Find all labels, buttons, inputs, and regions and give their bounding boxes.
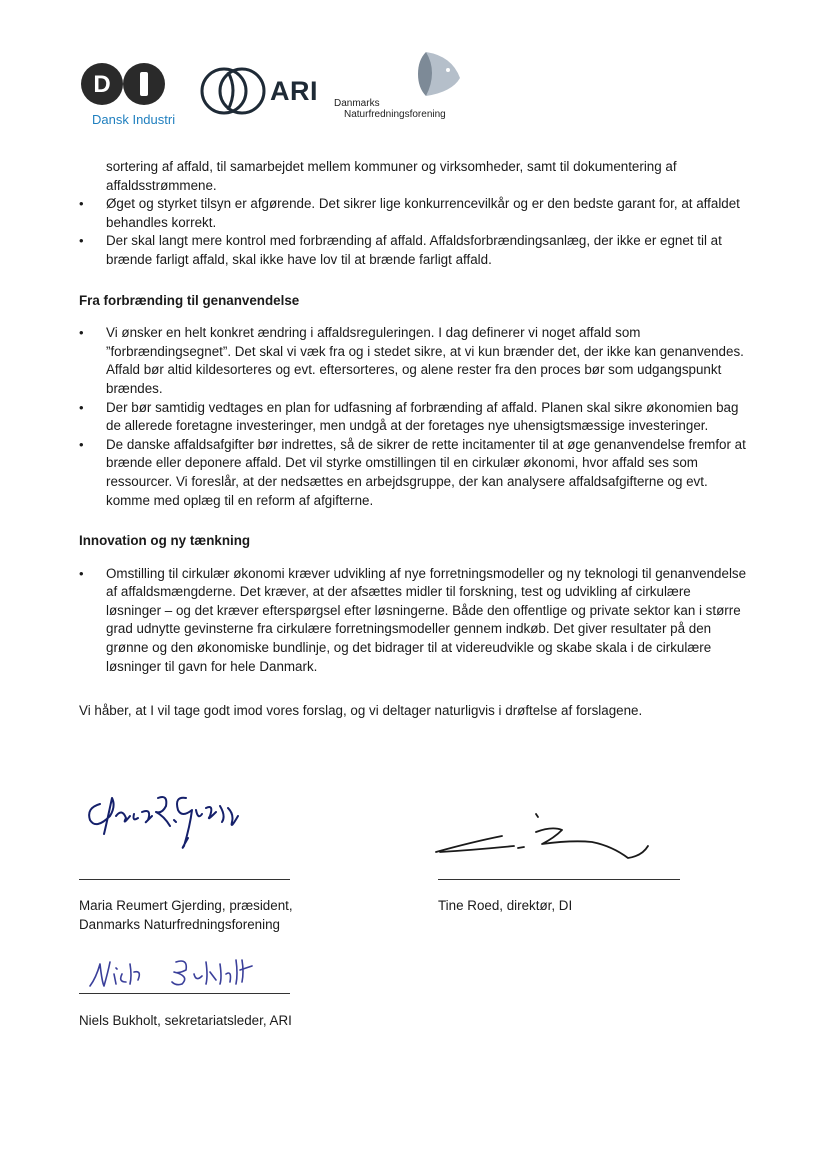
bullet-text: Øget og styrket tilsyn er afgørende. Det sikrer lige konkurrencevilkår og er den bedste garant for, at affaldet behandles korrekt. bbox=[106, 196, 740, 230]
list-item bbox=[79, 436, 747, 510]
tine-name-title: Tine Roed, direktør, DI bbox=[438, 898, 573, 913]
maria-signature-image bbox=[82, 786, 242, 852]
dansk-industri-logo bbox=[78, 62, 198, 132]
bullet-text: Der bør samtidig vedtages en plan for udfasning af forbrænding af affald. Planen skal sikre økonomien bag de allerede foretagne investeringer, men undgå at der foretages nye uhensigtsmæssige investeringer. bbox=[106, 399, 739, 434]
dn-name-line2: Naturfredningsforening bbox=[344, 109, 446, 120]
bullet-icon: • bbox=[79, 196, 84, 212]
section2-bullet-list bbox=[79, 565, 747, 677]
danmarks-naturfredningsforening-logo bbox=[334, 48, 474, 122]
section1-bullet-list bbox=[79, 324, 747, 510]
bullet-icon: • bbox=[79, 565, 84, 581]
list-item bbox=[79, 399, 747, 436]
signature-line bbox=[79, 993, 290, 994]
di-logo-mark bbox=[80, 62, 200, 108]
bullet-text: Der skal langt mere kontrol med forbrænding af affald. Affaldsforbrændingsanlæg, der ikke er egnet til at brænde farligt affald, skal ikke have lov til at brænde farligt affald. bbox=[106, 233, 722, 267]
continued-paragraph: sortering af affald, til samarbejdet mellem kommuner og virksomheder, samt til dokumentering af affaldsstrømmene. bbox=[106, 159, 677, 193]
signer-organisation: Danmarks Naturfredningsforening bbox=[79, 917, 280, 932]
bullet-text: Vi ønsker en helt konkret ændring i affaldsreguleringen. I dag definerer vi noget affald som ”forbrændingsegnet”. Det skal vi væk fra og i stedet sikre, at vi kun brænder det, der ikke kan genanvendes. Affald bør altid kildesorteres og evt. eftersorteres, og alene rester fra den proces bør som udgangspunkt brændes. bbox=[106, 325, 744, 396]
list-item bbox=[79, 195, 747, 232]
dn-name-line1: Danmarks bbox=[334, 98, 380, 109]
tine-signature-image bbox=[432, 806, 657, 862]
ari-logo-mark bbox=[198, 60, 270, 122]
closing-paragraph: Vi håber, at I vil tage godt imod vores forslag, og vi deltager naturligvis i drøftelse af forslagene. bbox=[79, 703, 643, 719]
bullet-icon: • bbox=[79, 436, 84, 452]
maria-name-title bbox=[79, 896, 293, 934]
ari-wordmark: ARI bbox=[270, 76, 318, 106]
section-heading: Innovation og ny tænkning bbox=[79, 533, 251, 549]
dn-fish-icon bbox=[334, 48, 474, 98]
intro-bullet-list bbox=[79, 195, 747, 269]
ari-logo bbox=[198, 60, 323, 122]
bullet-icon: • bbox=[79, 325, 84, 341]
signature-line bbox=[79, 879, 290, 880]
list-item bbox=[79, 565, 747, 677]
bullet-icon: • bbox=[79, 399, 84, 415]
signer-name: Maria Reumert Gjerding, præsident, bbox=[79, 898, 293, 913]
di-name: Dansk Industri bbox=[92, 112, 176, 127]
signature-line bbox=[438, 879, 680, 880]
section-heading: Fra forbrænding til genanvendelse bbox=[79, 292, 300, 308]
svg-text:D: D bbox=[93, 71, 111, 98]
list-item bbox=[79, 232, 747, 269]
bullet-icon: • bbox=[79, 233, 84, 249]
bullet-text: De danske affaldsafgifter bør indrettes, så de sikrer de rette incitamenter til at øge genanvendelse fremfor at brænde eller deponere affald. Det vil styrke omstillingen til en cirkulær økonomi, hvor affald ses som ressourcer. Vi foreslår, at der nedsættes en arbejdsgruppe, der kan analysere affaldsafgifterne og evt. komme med oplæg til en reform af afgifterne. bbox=[106, 436, 746, 508]
niels-name-title: Niels Bukholt, sekretariatsleder, ARI bbox=[79, 1013, 292, 1028]
list-item bbox=[79, 324, 747, 398]
bullet-text: Omstilling til cirkulær økonomi kræver udvikling af nye forretningsmodeller og ny teknologi til genanvendelse af affaldsmængderne. Det kræver, at der afsættes midler til forskning, test og udvikling af cirkulære løsninger – og det kræver efterspørgsel efter løsningerne. Både den offentlige og private sektor kan i større grad udnytte gevinsterne fra cirkulære forretningsmodeller gennem indkøb. Det giver resultater på den grønne og den økonomiske bundlinje, og det bidrager til at videreudvikle og skabe skala i de cirkulære løsninger til gavn for hele Danmark. bbox=[106, 565, 747, 674]
niels-signature-image bbox=[86, 952, 306, 992]
letter-body bbox=[79, 158, 747, 721]
